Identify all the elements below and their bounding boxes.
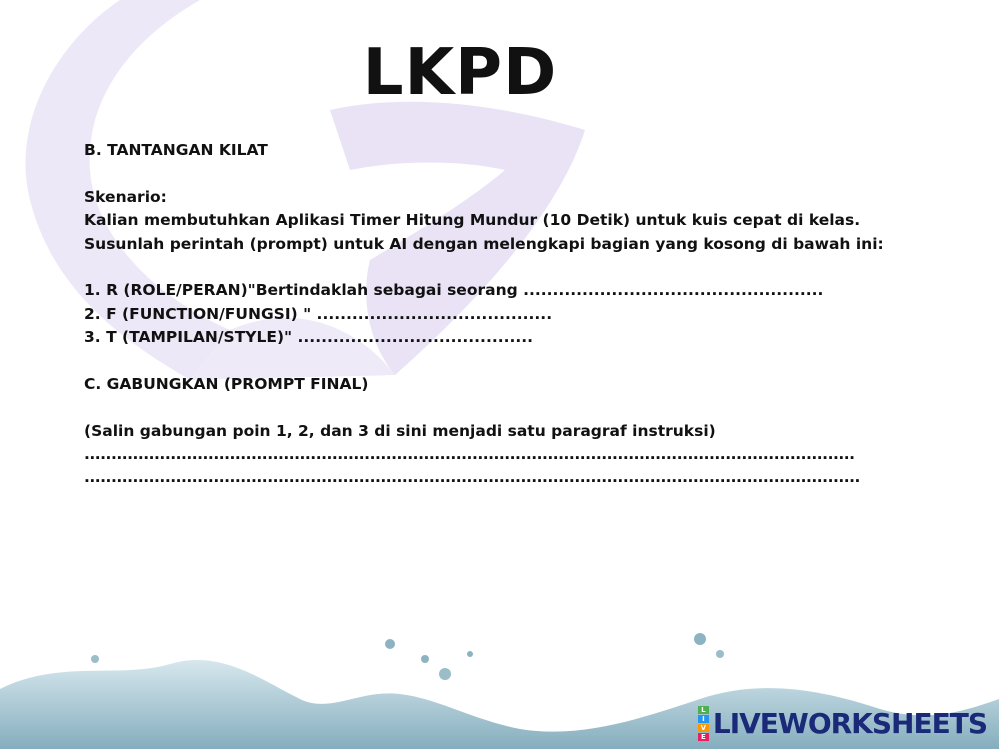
page-title: LKPD bbox=[362, 36, 558, 110]
spacer bbox=[84, 350, 944, 373]
spacer bbox=[84, 396, 944, 419]
logo-letter: V bbox=[698, 724, 709, 732]
section-b-heading: B. TANTANGAN KILAT bbox=[84, 141, 268, 159]
answer-line-1[interactable]: ............................................................................................................................................... bbox=[84, 445, 855, 464]
scenario-label: Skenario: bbox=[84, 187, 167, 206]
answer-line-2[interactable]: ................................................................................................................................................ bbox=[84, 468, 860, 487]
section-c-instruction: (Salin gabungan poin 1, 2, dan 3 di sini menjadi satu paragraf instruksi) bbox=[84, 421, 716, 440]
section-c-heading: C. GABUNGKAN (PROMPT FINAL) bbox=[84, 374, 369, 393]
scenario-line-2: Susunlah perintah (prompt) untuk AI dengan melengkapi bagian yang kosong di bawah ini: bbox=[84, 234, 884, 253]
item-function[interactable]: 2. F (FUNCTION/FUNGSI) " ........................................ bbox=[84, 304, 553, 323]
spacer bbox=[84, 256, 944, 279]
logo-grid-icon bbox=[698, 706, 709, 741]
worksheet-content bbox=[84, 139, 944, 490]
spacer bbox=[84, 162, 944, 185]
liveworksheets-logo bbox=[698, 706, 987, 741]
item-style[interactable]: 3. T (TAMPILAN/STYLE)" ........................................ bbox=[84, 328, 534, 347]
item-role[interactable]: 1. R (ROLE/PERAN)"Bertindaklah sebagai seorang ................................................... bbox=[84, 281, 824, 300]
scenario-line-1: Kalian membutuhkan Aplikasi Timer Hitung Mundur (10 Detik) untuk kuis cepat di kelas. bbox=[84, 211, 861, 230]
logo-letter: I bbox=[698, 715, 709, 723]
logo-letter: L bbox=[698, 706, 709, 714]
logo-letter: E bbox=[698, 733, 709, 741]
logo-text: LIVEWORKSHEETS bbox=[712, 707, 987, 740]
